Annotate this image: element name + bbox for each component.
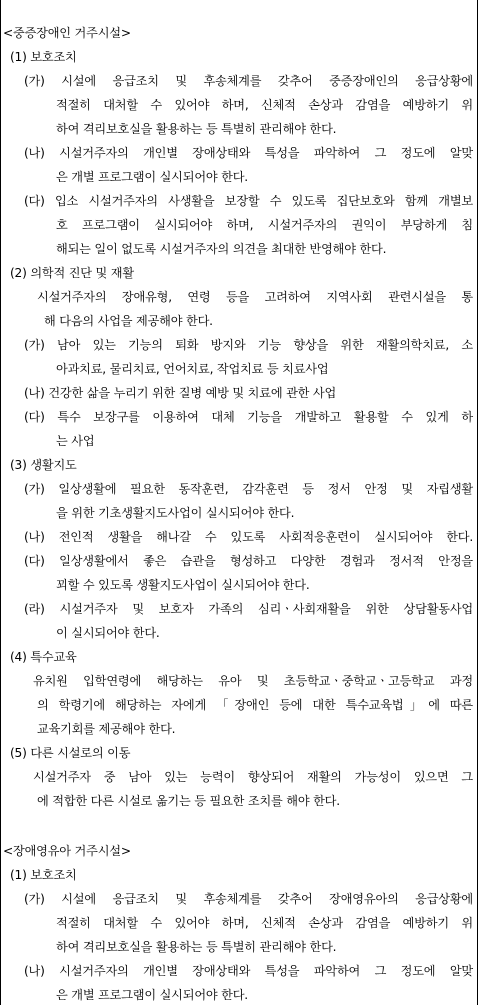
item-text: 하여 격리보호실을 활용하는 등 특별히 관리해야 한다. (56, 940, 337, 954)
item-text: (가) 시설에 응급조치 및 후송체계를 갖추어 중증장애인의 응급상황에 (24, 74, 473, 88)
item-text: (나) 건강한 삶을 누리기 위한 질병 예방 및 치료에 관한 사업 (24, 386, 337, 400)
item-text: 호 프로그램이 실시되어야 하며, 시설거주자의 권익이 부당하게 침 (56, 218, 473, 232)
paragraph-text: 교육기회를 제공해야 한다. (37, 722, 176, 736)
subsection-heading: (3) 생활지도 (10, 458, 77, 472)
item-text: (가) 시설에 응급조치 및 후송체계를 갖추어 장애영유아의 응급상황에 (24, 892, 473, 906)
item-text: 적절히 대처할 수 있어야 하며, 신체적 손상과 감염을 예방하기 위 (56, 98, 473, 112)
paragraph-text: 의 학령기에 해당하는 자에게 「장애인 등에 대한 특수교육법」에 따른 (37, 698, 473, 712)
section-title: <장애영유아 거주시설> (3, 844, 131, 858)
item-text: 적절히 대처할 수 있어야 하며, 신체적 손상과 감염을 예방하기 위 (56, 916, 473, 930)
subsection-heading: (1) 보호조치 (10, 868, 77, 882)
item-text: 하여 격리보호실을 활용하는 등 특별히 관리해야 한다. (56, 122, 337, 136)
item-text: (다) 일상생활에서 좋은 습관을 형성하고 다양한 경험과 정서적 안정을 (24, 554, 473, 568)
item-text: 은 개별 프로그램이 실시되어야 한다. (56, 170, 248, 184)
item-text: (나) 시설거주자의 개인별 장애상태와 특성을 파악하여 그 정도에 알맞 (24, 146, 473, 160)
item-text: 은 개별 프로그램이 실시되어야 한다. (56, 988, 248, 1002)
subsection-heading: (2) 의학적 진단 및 재활 (10, 266, 134, 280)
item-text: (라) 시설거주자 및 보호자 가족의 심리ㆍ사회재활을 위한 상담활동사업 (24, 602, 473, 616)
paragraph-text: 시설거주자의 장애유형, 연령 등을 고려하여 지역사회 관련시설을 통 (37, 290, 473, 304)
subsection-heading: (5) 다른 시설로의 이동 (10, 746, 131, 760)
item-text: 을 위한 기초생활지도사업이 실시되어야 한다. (56, 506, 295, 520)
subsection-heading: (4) 특수교육 (10, 650, 77, 664)
item-text: (가) 일상생활에 필요한 동작훈련, 감각훈련 등 정서 안정 및 자립생활 (24, 482, 473, 496)
paragraph-text: 시설거주자 중 남아 있는 능력이 향상되어 재활의 가능성이 있으면 그 (33, 770, 473, 784)
subsection-heading: (1) 보호조치 (10, 50, 77, 64)
item-text: (다) 특수 보장구를 이용하여 대체 기능을 개발하고 활용할 수 있게 하 (24, 410, 473, 424)
item-text: (다) 입소 시설거주자의 사생활을 보장할 수 있도록 집단보호와 함께 개별보 (24, 194, 473, 208)
item-text: 꾀할 수 있도록 생활지도사업이 실시되어야 한다. (56, 578, 310, 592)
item-text: 해되는 일이 없도록 시설거주자의 의견을 최대한 반영해야 한다. (56, 242, 387, 256)
paragraph-text: 에 적합한 다른 시설로 옮기는 등 필요한 조치를 해야 한다. (37, 794, 340, 808)
item-text: (가) 남아 있는 기능의 퇴화 방지와 기능 향상을 위한 재활의학치료, 소 (24, 338, 473, 352)
item-text: 는 사업 (56, 434, 95, 448)
section-title: <중증장애인 거주시설> (3, 26, 131, 40)
item-text: 이 실시되어야 한다. (56, 626, 160, 640)
item-text: (나) 전인적 생활을 해나갈 수 있도록 사회적응훈련이 실시되어야 한다. (24, 530, 473, 544)
paragraph-text: 유치원 입학연령에 해당하는 유아 및 초등학교ㆍ중학교ㆍ고등학교 과정 (33, 674, 473, 688)
item-text: 아과치료, 물리치료, 언어치료, 작업치료 등 치료사업 (56, 362, 329, 376)
item-text: (나) 시설거주자의 개인별 장애상태와 특성을 파악하여 그 정도에 알맞 (24, 964, 473, 978)
paragraph-text: 해 다음의 사업을 제공해야 한다. (44, 314, 213, 328)
